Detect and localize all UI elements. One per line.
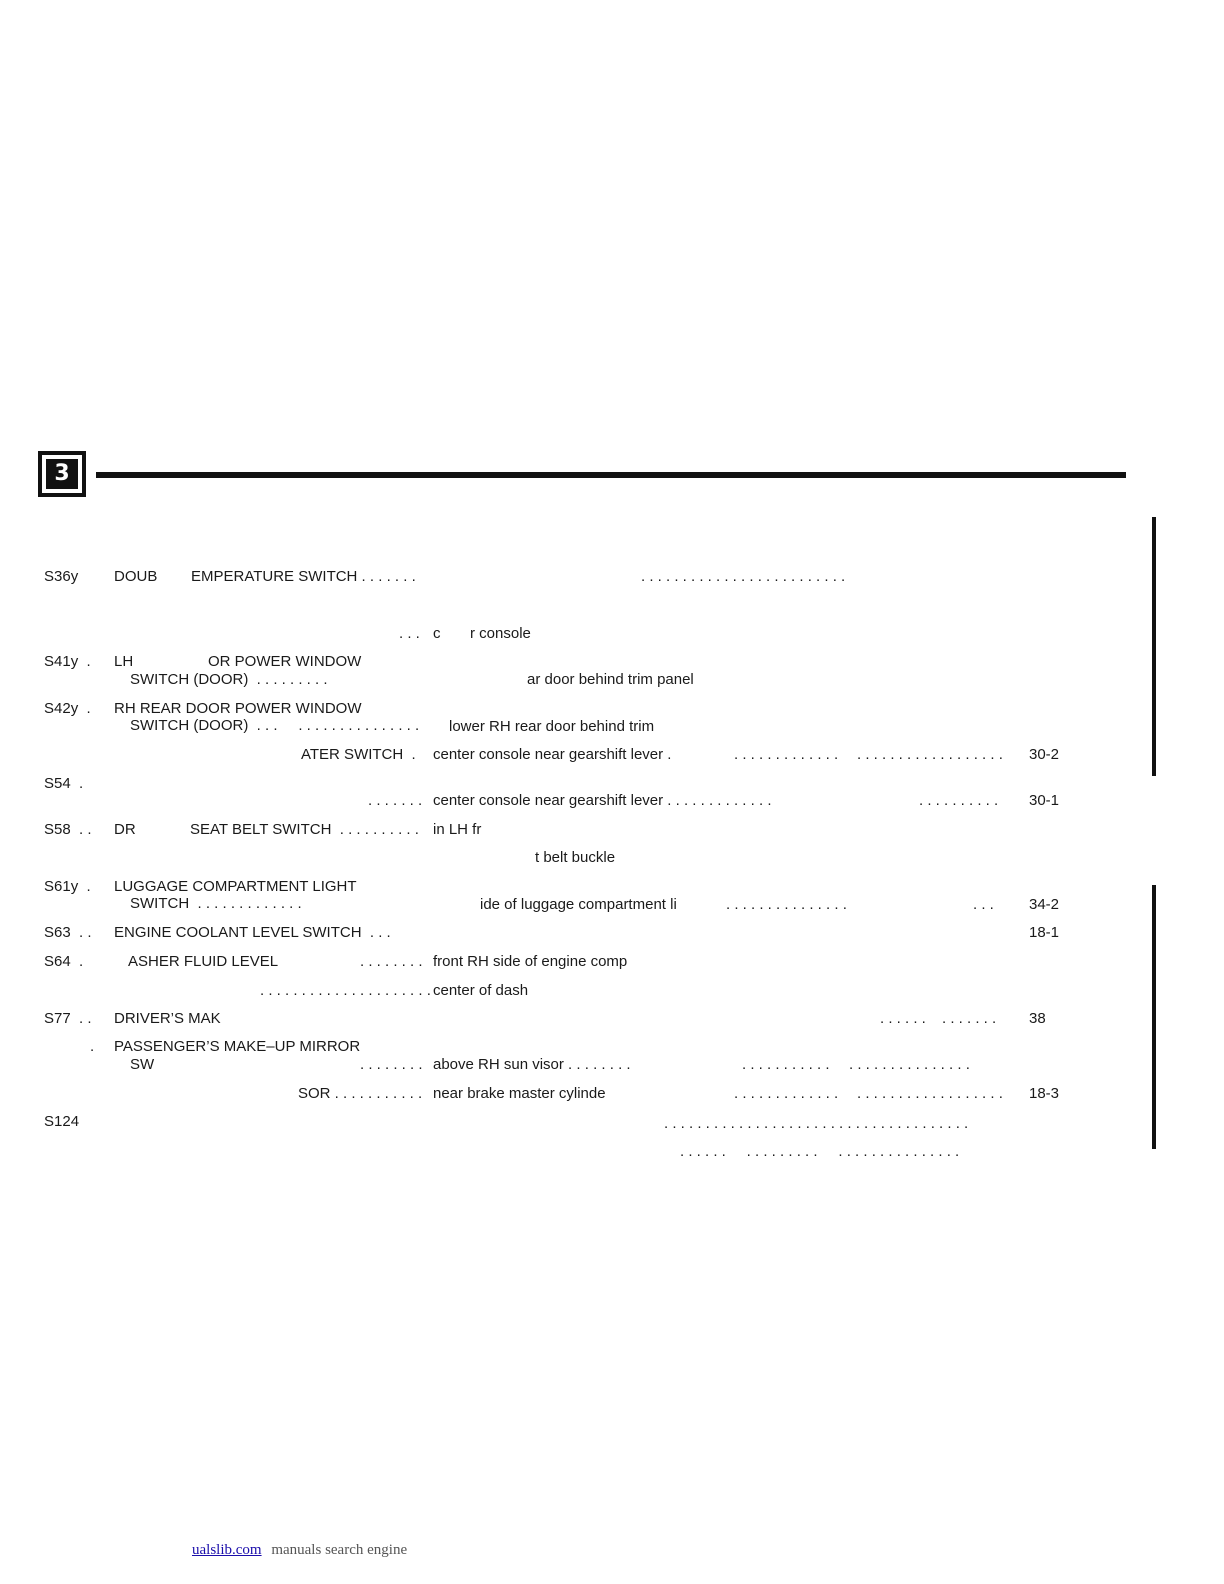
table-cell: ide of luggage compartment li: [480, 896, 677, 913]
table-cell: 30-2: [1029, 746, 1060, 763]
section-number-badge: [38, 451, 86, 497]
table-cell: SOR . . . . . . . . . . .: [298, 1085, 423, 1102]
table-cell: S36y: [44, 568, 79, 585]
table-cell: DRIVER’S MAK: [114, 1010, 221, 1027]
table-cell: S54 .: [44, 775, 84, 792]
table-cell: LH: [114, 653, 134, 670]
table-cell: S42y .: [44, 700, 91, 717]
table-cell: .: [90, 1038, 95, 1055]
table-cell: . . . . . . . . . . . . .: [734, 746, 839, 763]
table-cell: OR POWER WINDOW: [208, 653, 362, 670]
table-cell: ASHER FLUID LEVEL: [128, 953, 279, 970]
table-cell: . . . . . . . . . .: [919, 792, 999, 809]
table-cell: ENGINE COOLANT LEVEL SWITCH . . .: [114, 924, 391, 941]
table-cell: DR: [114, 821, 136, 838]
table-cell: . . . . . . . . . . . . . . . . . .: [857, 1085, 1003, 1102]
table-cell: 38: [1029, 1010, 1046, 1027]
change-bar-lower: [1152, 885, 1156, 1149]
footer-text: manuals search engine: [271, 1542, 408, 1558]
table-cell: . . . . . . . . . . .: [742, 1056, 830, 1073]
table-cell: S41y .: [44, 653, 91, 670]
table-cell: . . .: [973, 896, 994, 913]
table-cell: ATER SWITCH .: [301, 746, 416, 763]
table-cell: S63 . .: [44, 924, 92, 941]
table-cell: PASSENGER’S MAKE–UP MIRROR: [114, 1038, 361, 1055]
table-cell: 18-3: [1029, 1085, 1060, 1102]
table-cell: center of dash: [433, 982, 529, 999]
table-cell: . . . . . . .: [368, 792, 423, 809]
table-cell: DOUB: [114, 568, 158, 585]
table-cell: . . . . . . . . . . . . .: [734, 1085, 839, 1102]
table-cell: RH REAR DOOR POWER WINDOW: [114, 700, 362, 717]
table-cell: c: [433, 625, 441, 642]
table-cell: . . . . . . . . . . . . . . . . . . . . . . . . .: [641, 568, 846, 585]
table-cell: S77 . .: [44, 1010, 92, 1027]
table-cell: above RH sun visor . . . . . . . .: [433, 1056, 631, 1073]
table-cell: . . . . . . . . . . . . . . . . . . . . . . . . . . . . . . . . . . . . .: [664, 1115, 969, 1132]
table-cell: r console: [470, 625, 531, 642]
table-cell: t belt buckle: [535, 849, 616, 866]
table-cell: . . . . . . . . . . . . . . . . . . . . . . . . . . . . . .: [680, 1143, 960, 1160]
table-cell: center console near gearshift lever .: [433, 746, 672, 763]
footer: [126, 1542, 407, 1559]
table-cell: SEAT BELT SWITCH . . . . . . . . . .: [190, 821, 419, 838]
table-cell: SWITCH . . . . . . . . . . . . .: [130, 895, 302, 912]
table-cell: ar door behind trim panel: [527, 671, 694, 688]
footer-link[interactable]: ualslib.com: [192, 1542, 262, 1558]
section-number: 3: [46, 459, 78, 489]
table-cell: . . .: [399, 625, 420, 642]
table-cell: 18-1: [1029, 924, 1060, 941]
table-cell: 34-2: [1029, 896, 1060, 913]
table-cell: 30-1: [1029, 792, 1060, 809]
table-cell: S64 .: [44, 953, 84, 970]
table-cell: near brake master cylinde: [433, 1085, 606, 1102]
table-cell: . . . . . . . . . . . . . . . . . . . . .: [260, 982, 431, 999]
header-rule: [96, 472, 1126, 478]
table-cell: in LH fr: [433, 821, 482, 838]
table-cell: . . . . . . . .: [360, 953, 423, 970]
table-cell: S61y .: [44, 878, 91, 895]
table-cell: SW: [130, 1056, 155, 1073]
table-cell: . . . . . . .: [942, 1010, 997, 1027]
table-cell: front RH side of engine comp: [433, 953, 628, 970]
change-bar-upper: [1152, 517, 1156, 776]
table-cell: SWITCH (DOOR) . . . . . . . . .: [130, 671, 328, 688]
table-cell: . . . . . . . . . . . . . . . . . .: [857, 746, 1003, 763]
table-cell: . . . . . . . . . . . . . . .: [726, 896, 847, 913]
table-cell: S124: [44, 1113, 80, 1130]
table-cell: . . . . . . . . . . . . . . .: [849, 1056, 970, 1073]
table-cell: LUGGAGE COMPARTMENT LIGHT: [114, 878, 357, 895]
table-cell: S58 . .: [44, 821, 92, 838]
table-cell: center console near gearshift lever . . . . . . . . . . . . .: [433, 792, 772, 809]
table-cell: EMPERATURE SWITCH . . . . . . .: [191, 568, 416, 585]
table-cell: lower RH rear door behind trim: [449, 718, 655, 735]
table-cell: SWITCH (DOOR) . . . . . . . . . . . . . . . . . .: [130, 717, 420, 734]
table-cell: . . . . . .: [880, 1010, 926, 1027]
table-cell: . . . . . . . .: [360, 1056, 423, 1073]
